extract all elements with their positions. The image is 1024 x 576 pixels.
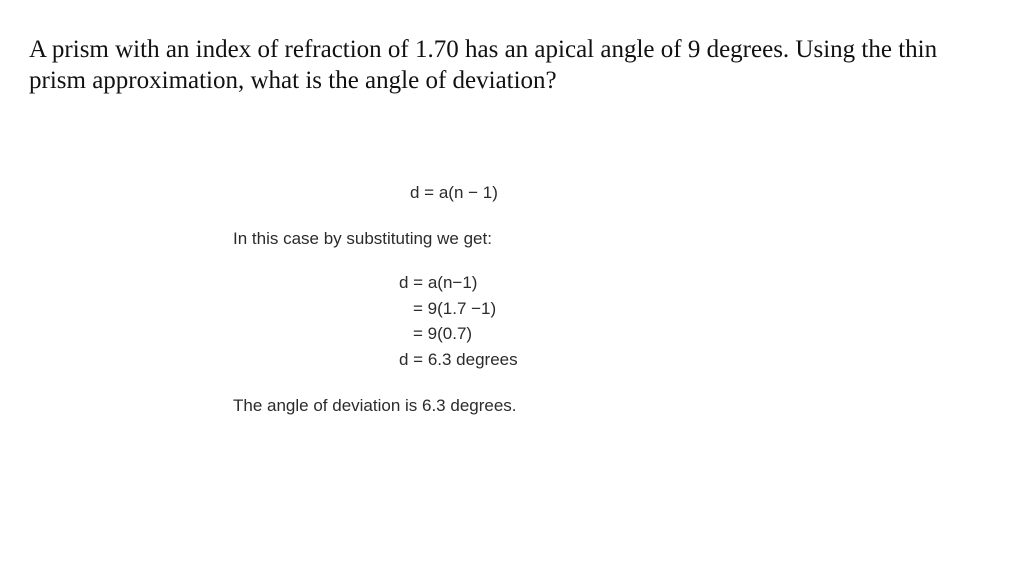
work-step-3: = 9(0.7)	[413, 324, 473, 343]
worked-solution	[399, 272, 518, 374]
work-step-4: d = 6.3 degrees	[399, 349, 518, 369]
question-text: A prism with an index of refraction of 1.70 has an apical angle of 9 degrees. Using the thin prism approximation, what is the angle of deviation?	[29, 36, 938, 94]
answer-statement: The angle of deviation is 6.3 degrees.	[233, 396, 517, 415]
work-step-2: = 9(1.7 −1)	[413, 298, 497, 318]
deviation-formula: d = a(n − 1)	[410, 183, 498, 202]
substitution-intro: In this case by substituting we get:	[233, 229, 492, 248]
work-step-1: d = a(n−1)	[399, 273, 478, 292]
